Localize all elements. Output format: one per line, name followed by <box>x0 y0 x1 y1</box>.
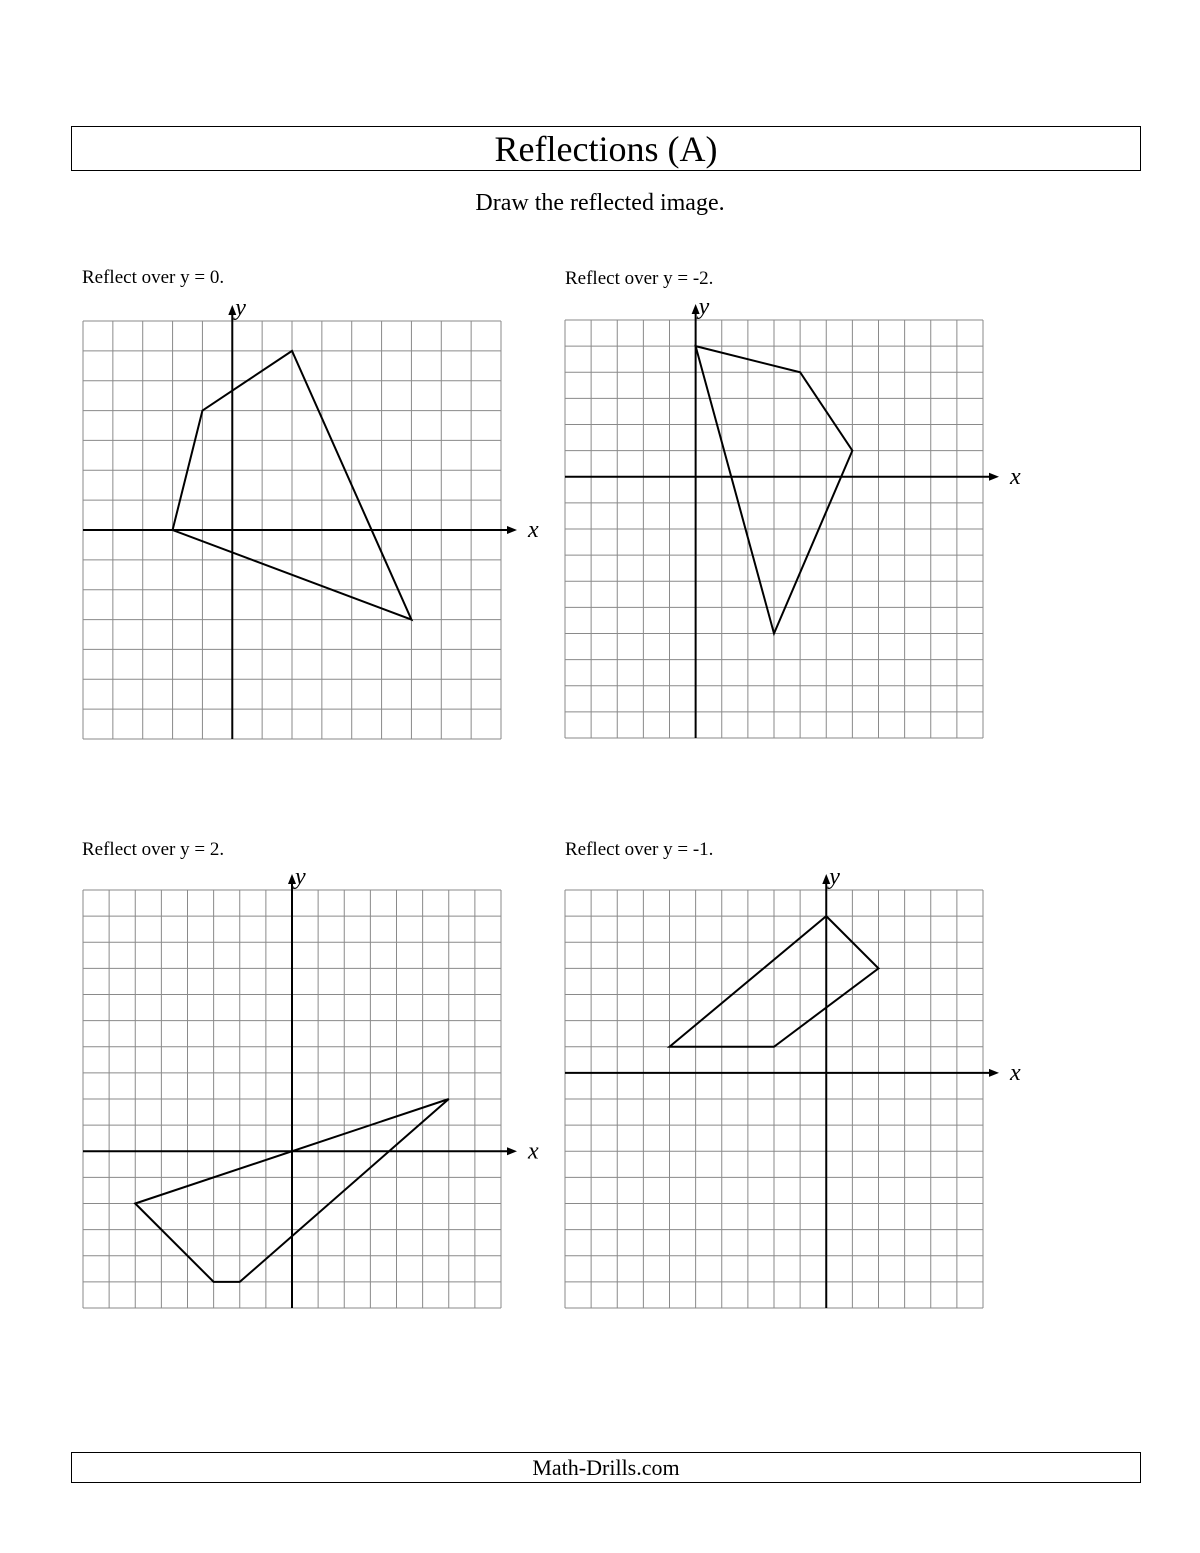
worksheet-instructions: Draw the reflected image. <box>475 190 725 216</box>
y-axis-label: y <box>295 864 306 890</box>
problem-4-prompt: Reflect over y = -1. <box>565 839 714 860</box>
x-axis-arrow <box>989 1069 999 1077</box>
x-axis-label: x <box>528 517 539 543</box>
problem-3-prompt: Reflect over y = 2. <box>82 839 225 860</box>
problem-2-graph[interactable] <box>564 294 1021 739</box>
x-axis-label: x <box>1010 1059 1021 1086</box>
x-axis-arrow <box>989 473 999 481</box>
x-axis-label: x <box>1010 463 1021 490</box>
y-axis-label: y <box>235 295 246 321</box>
problem-1-graph[interactable] <box>82 295 539 740</box>
problem-2-prompt: Reflect over y = -2. <box>565 268 714 289</box>
y-axis-label: y <box>698 294 710 320</box>
worksheet-title: Reflections (A) <box>71 126 1141 171</box>
y-axis-label: y <box>829 864 840 890</box>
problem-3-graph[interactable] <box>82 864 539 1309</box>
problem-1-prompt: Reflect over y = 0. <box>82 267 225 288</box>
problem-4-graph[interactable] <box>564 864 1021 1309</box>
footer: Math-Drills.com <box>71 1452 1141 1483</box>
x-axis-label: x <box>528 1138 539 1165</box>
x-axis-arrow <box>507 526 517 534</box>
x-axis-arrow <box>507 1147 517 1155</box>
